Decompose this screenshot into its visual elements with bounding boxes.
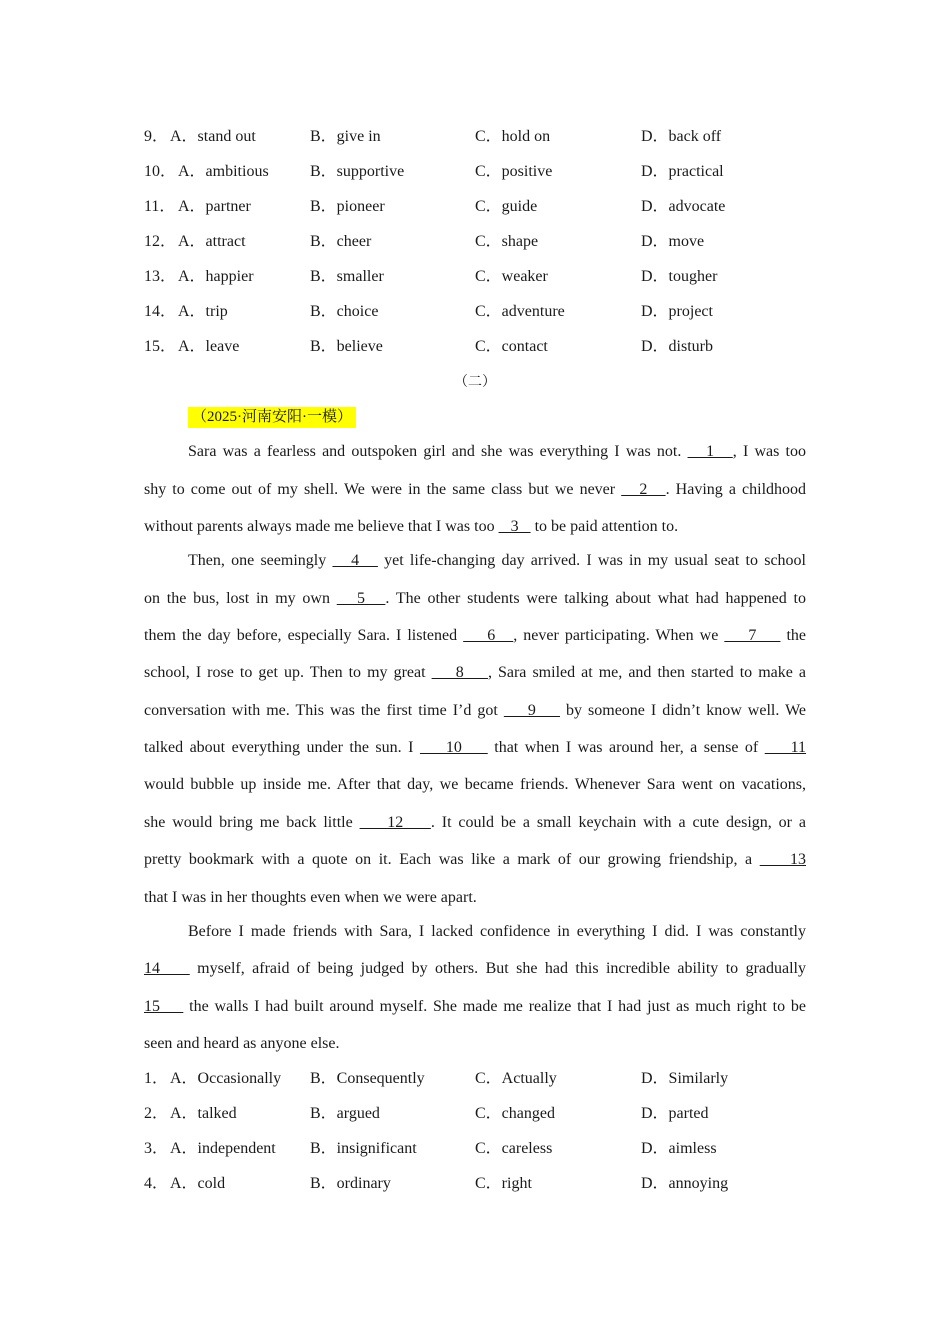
passage-line: talked about everything under the sun. I 10 that when I was around her, a sense of 11 xyxy=(144,739,807,756)
question-number: 10． xyxy=(144,163,177,180)
question-11-options xyxy=(144,196,824,218)
blank-8[interactable]: 8 xyxy=(431,664,488,681)
question-15-options xyxy=(144,336,824,358)
option-b: B．cheer xyxy=(310,233,372,250)
option-c: C．weaker xyxy=(475,268,548,285)
passage-line: she would bring me back little 12 . It could be a small keychain with a cute design, or a xyxy=(144,814,807,831)
passage-line: conversation with me. This was the first time I’d got 9 by someone I didn’t know well. We xyxy=(144,702,807,719)
passage-line: Then, one seemingly 4 yet life-changing day arrived. I was in my usual seat to school xyxy=(188,552,807,569)
option-c: C．adventure xyxy=(475,303,565,320)
option-a: A．trip xyxy=(178,303,228,320)
source-tag: （2025·河南安阳·一模） xyxy=(188,407,356,428)
question-number: 11． xyxy=(144,198,176,215)
passage-line: Before I made friends with Sara, I lacked confidence in everything I did. I was constantly xyxy=(188,923,806,940)
blank-15[interactable]: 15 xyxy=(144,998,184,1015)
passage-line: shy to come out of my shell. We were in the same class but we never 2 . Having a childhood xyxy=(144,481,807,498)
option-b: B．choice xyxy=(310,303,379,320)
passage-line: would bubble up inside me. After that day, we became friends. Whenever Sara went on vacations, xyxy=(144,776,806,793)
option-b: B．believe xyxy=(310,338,383,355)
passage-line: school, I rose to get up. Then to my great 8 , Sara smiled at me, and then started to make a xyxy=(144,664,807,681)
option-b: B．insignificant xyxy=(310,1140,417,1157)
option-d: D．aimless xyxy=(641,1140,717,1157)
option-a: A．partner xyxy=(178,198,251,215)
blank-10[interactable]: 10 xyxy=(419,739,488,756)
blank-12[interactable]: 12 xyxy=(359,814,431,831)
option-b: B．argued xyxy=(310,1105,380,1122)
question-13-options xyxy=(144,266,824,288)
question-9-options xyxy=(144,126,824,148)
passage-line: without parents always made me believe that I was too 3 to be paid attention to. xyxy=(144,518,679,535)
question-number: 14． xyxy=(144,303,177,320)
blank-6[interactable]: 6 xyxy=(463,627,514,644)
option-d: D．annoying xyxy=(641,1175,729,1192)
blank-14[interactable]: 14 xyxy=(144,960,190,977)
blank-3[interactable]: 3 xyxy=(498,518,531,535)
option-d: D．project xyxy=(641,303,713,320)
question-10-options xyxy=(144,161,824,183)
option-c: C．Actually xyxy=(475,1070,557,1087)
question-number: 9． xyxy=(144,128,169,145)
question-3-options xyxy=(144,1138,824,1160)
question-number: 1． xyxy=(144,1070,169,1087)
option-a: A．ambitious xyxy=(178,163,269,180)
question-number: 15． xyxy=(144,338,177,355)
blank-4[interactable]: 4 xyxy=(332,552,378,569)
option-b: B．ordinary xyxy=(310,1175,391,1192)
option-a: A．Occasionally xyxy=(170,1070,282,1087)
question-number: 2． xyxy=(144,1105,169,1122)
option-d: D．tougher xyxy=(641,268,718,285)
question-number: 3． xyxy=(144,1140,169,1157)
option-c: C．right xyxy=(475,1175,532,1192)
question-12-options xyxy=(144,231,824,253)
option-a: A．cold xyxy=(170,1175,226,1192)
blank-9[interactable]: 9 xyxy=(503,702,560,719)
option-c: C．shape xyxy=(475,233,539,250)
blank-13[interactable]: 13 xyxy=(759,851,807,868)
option-c: C．contact xyxy=(475,338,548,355)
option-b: B．pioneer xyxy=(310,198,385,215)
passage-line: them the day before, especially Sara. I listened 6 , never participating. When we 7 the xyxy=(144,627,807,644)
question-number: 13． xyxy=(144,268,177,285)
passage-line: 14 myself, afraid of being judged by others. But she had this incredible ability to gradually xyxy=(144,960,806,977)
option-a: A．stand out xyxy=(170,128,256,145)
option-c: C．changed xyxy=(475,1105,555,1122)
option-b: B．supportive xyxy=(310,163,405,180)
question-14-options xyxy=(144,301,824,323)
option-d: D．parted xyxy=(641,1105,709,1122)
question-number: 4． xyxy=(144,1175,169,1192)
option-d: D．move xyxy=(641,233,705,250)
question-2-options xyxy=(144,1103,824,1125)
option-a: A．happier xyxy=(178,268,254,285)
option-d: D．disturb xyxy=(641,338,714,355)
passage-line: seen and heard as anyone else. xyxy=(144,1035,340,1052)
blank-7[interactable]: 7 xyxy=(724,627,781,644)
blank-1[interactable]: 1 xyxy=(687,443,733,460)
blank-5[interactable]: 5 xyxy=(336,590,386,607)
option-a: A．independent xyxy=(170,1140,276,1157)
blank-11[interactable]: 11 xyxy=(764,739,807,756)
passage-line: that I was in her thoughts even when we were apart. xyxy=(144,889,477,906)
passage-line: pretty bookmark with a quote on it. Each was like a mark of our growing friendship, a 13 xyxy=(144,851,807,868)
passage-line: 15 the walls I had built around myself. She made me realize that I had just as much right to be xyxy=(144,998,807,1015)
passage-line: on the bus, lost in my own 5 . The other students were talking about what had happened to xyxy=(144,590,806,607)
option-d: D．practical xyxy=(641,163,724,180)
question-4-options xyxy=(144,1173,824,1195)
option-d: D．back off xyxy=(641,128,722,145)
option-a: A．attract xyxy=(178,233,246,250)
section-title: （二） xyxy=(454,375,496,390)
option-d: D．Similarly xyxy=(641,1070,729,1087)
question-number: 12． xyxy=(144,233,177,250)
option-a: A．talked xyxy=(170,1105,237,1122)
passage-line: Sara was a fearless and outspoken girl and she was everything I was not. 1 , I was too xyxy=(188,443,807,460)
question-1-options xyxy=(144,1068,824,1090)
blank-2[interactable]: 2 xyxy=(621,481,666,498)
option-b: B．smaller xyxy=(310,268,384,285)
option-c: C．hold on xyxy=(475,128,551,145)
option-c: C．guide xyxy=(475,198,538,215)
option-c: C．careless xyxy=(475,1140,553,1157)
option-c: C．positive xyxy=(475,163,553,180)
option-a: A．leave xyxy=(178,338,240,355)
option-d: D．advocate xyxy=(641,198,726,215)
option-b: B．Consequently xyxy=(310,1070,425,1087)
option-b: B．give in xyxy=(310,128,381,145)
